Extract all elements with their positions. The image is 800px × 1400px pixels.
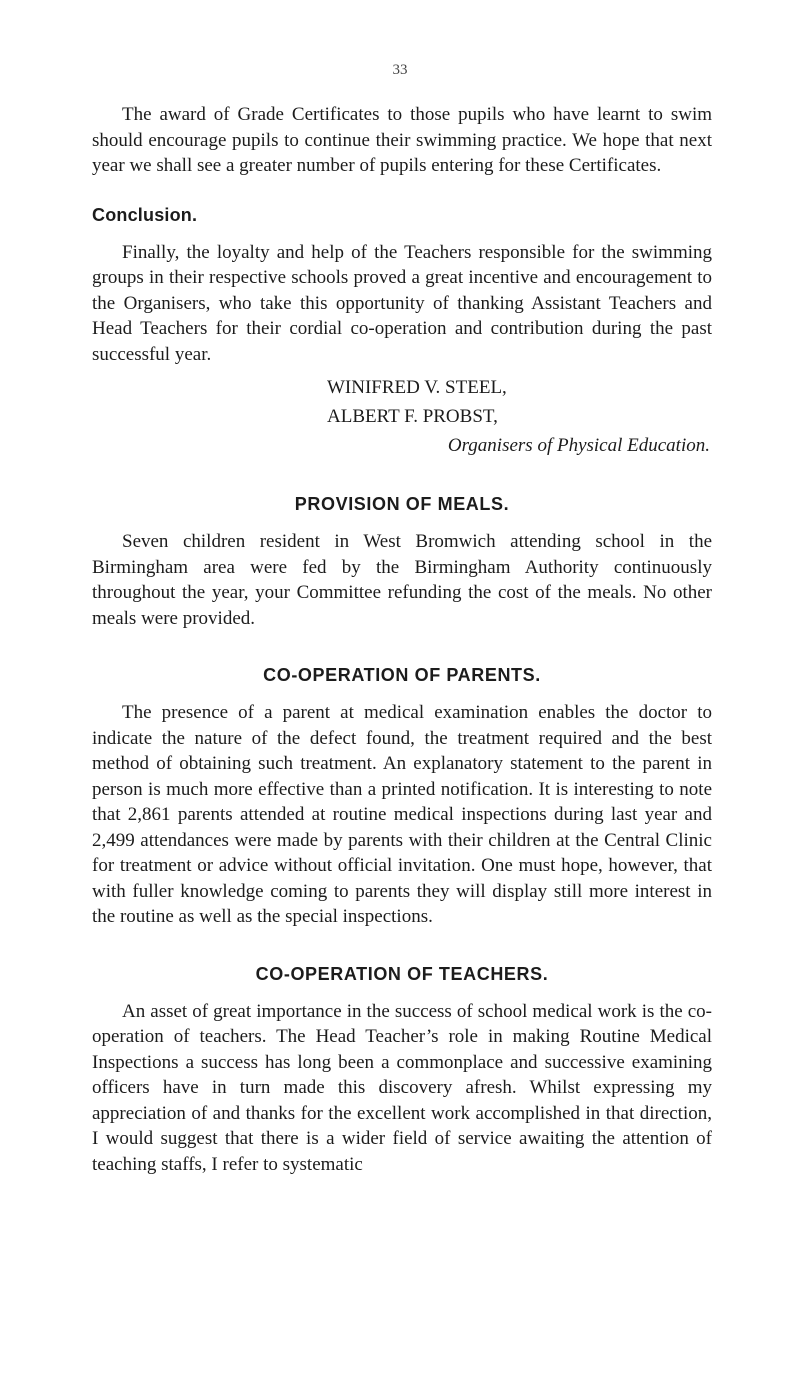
section-paragraph-cooperation-of-teachers: An asset of great importance in the success of school medical work is the co-operation of teachers. The Head Teacher’s role in making Routine Medical Inspections a success has long been a commonplace and successive examining officers have in turn made this discovery afresh. Whilst expressing my appreciation of and thanks for the excellent work accomplished in that direction, I would suggest that there is a wider field of service awaiting the attention of teaching staffs, I refer to systematic (92, 1000, 712, 1175)
page-content (92, 102, 712, 1177)
signatory-role: Organisers of Physical Education. (447, 435, 710, 456)
section-heading-cooperation-of-parents: CO-OPERATION OF PARENTS. (263, 665, 541, 685)
conclusion-heading: Conclusion. (92, 204, 198, 225)
section-heading-provision-of-meals: PROVISION OF MEALS. (294, 494, 510, 514)
section-heading-cooperation-of-teachers: CO-OPERATION OF TEACHERS. (255, 963, 549, 984)
section-paragraph-provision-of-meals: Seven children resident in West Bromwich attending school in the Birmingham area were fed by the Birmingham Authority continuously throughout the year, your Committee refunding the cost of the meals. No other meals were provided. (92, 531, 712, 629)
intro-paragraph: The award of Grade Certificates to those pupils who have learnt to swim should encourage pupils to continue their swimming practice. We hope that next year we shall see a greater number of pupils entering for these Certificates. (92, 104, 712, 176)
signatory-name-1: WINIFRED V. STEEL, (327, 377, 507, 398)
conclusion-paragraph: Finally, the loyalty and help of the Teachers responsible for the swimming groups in their respective schools proved a great incentive and encouragement to the Organisers, who take this opportunity of thanking Assistant Teachers and Head Teachers for their cordial co-operation and contribution during the past successful year. (92, 241, 712, 365)
page-number: 33 (392, 62, 408, 78)
signature-block (92, 373, 712, 460)
signatory-name-2: ALBERT F. PROBST, (327, 406, 498, 427)
section-paragraph-cooperation-of-parents: The presence of a parent at medical examination enables the doctor to indicate the nature of the defect found, the treatment required and the best method of obtaining such treatment. An explanatory statement to the parent in person is much more effective than a printed notification. It is interesting to note that 2,861 parents attended at routine medical inspections during last year and 2,499 attendances were made by parents with their children at the Central Clinic for treatment or advice without official invitation. One must hope, however, that with fuller knowledge coming to parents they will display still more interest in the routine as well as the special inspections. (92, 702, 712, 927)
